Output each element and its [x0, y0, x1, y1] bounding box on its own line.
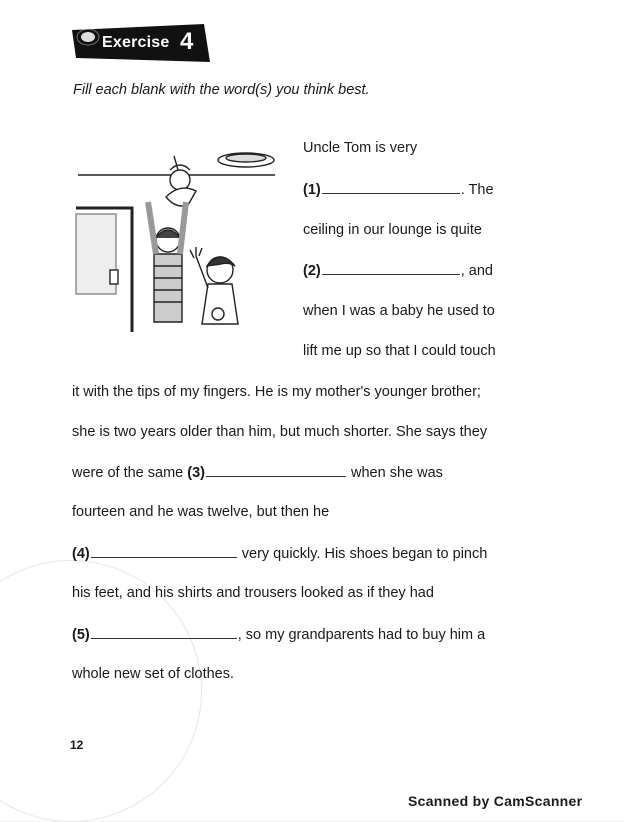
passage-line-9 [72, 463, 443, 482]
blank-number-5: (5) [72, 627, 90, 643]
passage-line-14: whole new set of clothes. [72, 666, 235, 682]
blank-number-2: (2) [303, 263, 321, 279]
scanner-watermark: Scanned by CamScanner [408, 793, 583, 809]
passage-line-4-text: , and [460, 263, 493, 279]
page-number: 12 [70, 738, 84, 752]
passage-line-6: lift me up so that I could touch [303, 343, 496, 359]
passage-line-13 [72, 625, 485, 644]
blank-3[interactable] [206, 463, 346, 477]
passage-line-9-text-a: were of the same [72, 465, 188, 481]
passage-line-13-text: , so my grandparents had to buy him a [237, 627, 486, 643]
blank-4[interactable] [91, 544, 237, 558]
blank-number-4: (4) [72, 546, 90, 562]
passage-line-8: she is two years older than him, but much shorter. She says they [72, 424, 488, 440]
passage-line-12: his feet, and his shirts and trousers looked as if they had [72, 585, 434, 601]
passage-line-11 [72, 544, 487, 563]
blank-5[interactable] [91, 625, 237, 639]
passage-line-10: fourteen and he was twelve, but then he [72, 504, 330, 520]
exercise-number: 4 [180, 28, 194, 55]
passage-line-11-text: very quickly. His shoes began to pinch [237, 546, 488, 562]
passage-line-4 [303, 261, 493, 280]
passage-line-2-text: . The [460, 182, 494, 198]
exercise-banner [72, 24, 210, 62]
passage-line-9-text-b: when she was [346, 465, 443, 481]
illustration-uncle-lifting-child [70, 142, 280, 342]
passage-line-1: Uncle Tom is very [303, 140, 418, 156]
passage-line-3: ceiling in our lounge is quite [303, 222, 482, 238]
exercise-label: Exercise [102, 34, 170, 51]
passage-line-5: when I was a baby he used to [303, 303, 495, 319]
blank-number-3: (3) [187, 465, 205, 481]
passage-line-7: it with the tips of my fingers. He is my mother's younger brother; [72, 384, 481, 400]
blank-1[interactable] [322, 180, 460, 194]
passage-line-2 [303, 180, 494, 199]
blank-number-1: (1) [303, 182, 321, 198]
instruction-text: Fill each blank with the word(s) you think best. [73, 82, 370, 98]
blank-2[interactable] [322, 261, 460, 275]
